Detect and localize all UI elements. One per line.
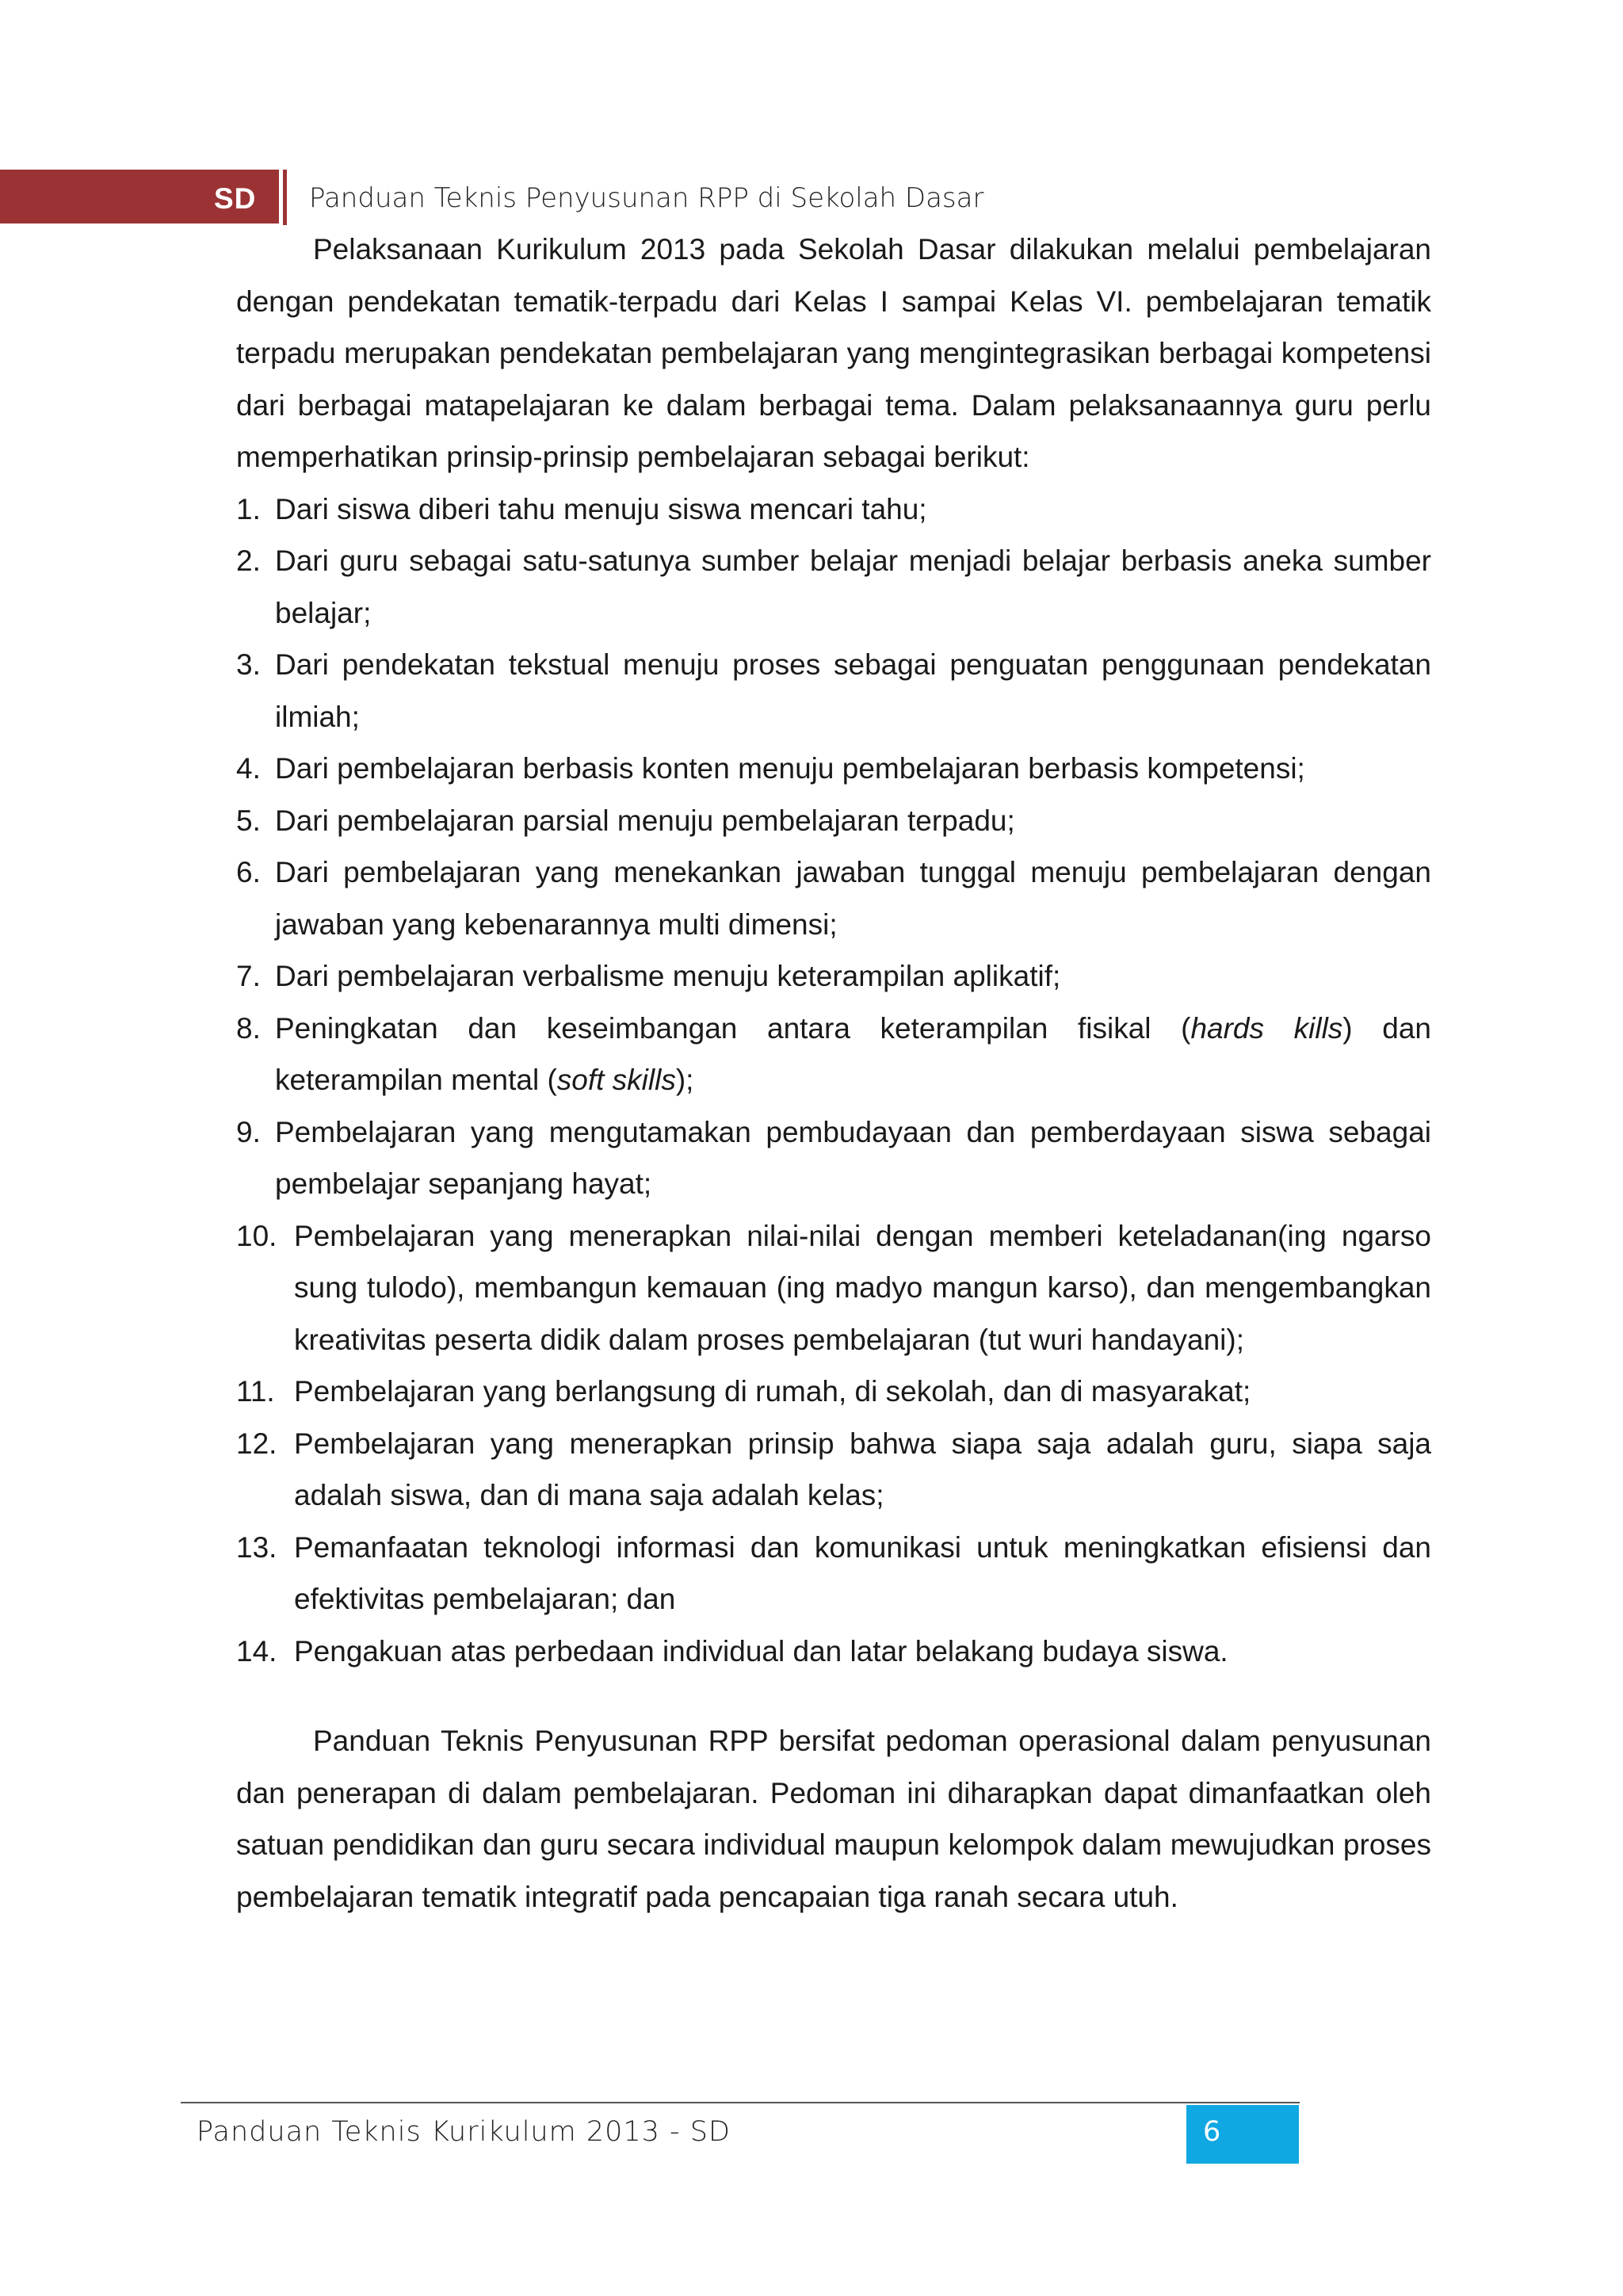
list-text: Dari pendekatan tekstual menuju proses sebagai penguatan penggunaan pendekatan ilmiah; <box>275 648 1431 733</box>
header-title: Panduan Teknis Penyusunan RPP di Sekolah Dasar <box>309 182 984 214</box>
list-item <box>236 639 1431 743</box>
list-item <box>236 1106 1431 1210</box>
list-text: Dari pembelajaran yang menekankan jawaban tunggal menuju pembelajaran dengan jawaban yang kebenarannya multi dimensi; <box>275 856 1431 941</box>
list-item <box>236 1003 1431 1106</box>
list-item <box>236 1626 1431 1678</box>
list-text: Dari pembelajaran parsial menuju pembelajaran terpadu; <box>275 804 1015 837</box>
list-item <box>236 1522 1431 1626</box>
list-text: Dari pembelajaran berbasis konten menuju pembelajaran berbasis kompetensi; <box>275 752 1305 785</box>
list-text-pre: Peningkatan dan keseimbangan antara keterampilan fisikal ( <box>275 1011 1191 1045</box>
list-item <box>236 535 1431 639</box>
list-text: Pembelajaran yang berlangsung di rumah, di sekolah, dan di masyarakat; <box>294 1375 1251 1408</box>
list-text: Dari siswa diberi tahu menuju siswa mencari tahu; <box>275 492 927 525</box>
list-number: 8. <box>236 1011 261 1045</box>
list-number: 1. <box>236 492 261 525</box>
page-content <box>236 223 1431 1923</box>
list-number: 12. <box>236 1427 277 1460</box>
header-separator <box>283 170 287 225</box>
list-text-emphasis: hards kills <box>1190 1011 1343 1045</box>
closing-paragraph: Panduan Teknis Penyusunan RPP bersifat pedoman operasional dalam penyusunan dan penerapan di dalam pembelajaran. Pedoman ini diharapkan dapat dimanfaatkan oleh satuan pendidikan dan guru secara individual maupun kelompok dalam mewujudkan proses pembelajaran tematik integratif pada pencapaian tiga ranah secara utuh. <box>236 1725 1431 1913</box>
principles-list <box>236 483 1431 1678</box>
list-item <box>236 846 1431 950</box>
list-text: Pembelajaran yang menerapkan prinsip bahwa siapa saja adalah guru, siapa saja adalah siswa, dan di mana saja adalah kelas; <box>294 1427 1431 1511</box>
list-number: 10. <box>236 1219 277 1252</box>
list-text: Dari pembelajaran verbalisme menuju keterampilan aplikatif; <box>275 960 1061 992</box>
paragraph-gap <box>236 1677 1431 1715</box>
list-text: Dari guru sebagai satu-satunya sumber belajar menjadi belajar berbasis aneka sumber belajar; <box>275 544 1431 629</box>
list-text: Pengakuan atas perbedaan individual dan latar belakang budaya siswa. <box>294 1634 1228 1668</box>
footer-rule <box>181 2102 1300 2103</box>
list-number: 2. <box>236 544 261 577</box>
list-item <box>236 1366 1431 1418</box>
list-text: Pembelajaran yang mengutamakan pembudayaan dan pemberdayaan siswa sebagai pembelajar sepanjang hayat; <box>275 1115 1431 1200</box>
list-item <box>236 795 1431 847</box>
list-number: 14. <box>236 1634 277 1668</box>
footer-title: Panduan Teknis Kurikulum 2013 - SD <box>197 2116 731 2148</box>
list-text-mid: ) dan keterampilan mental ( <box>275 1011 1431 1096</box>
list-text: Pemanfaatan teknologi informasi dan komunikasi untuk meningkatkan efisiensi dan efektivitas pembelajaran; dan <box>294 1530 1431 1615</box>
list-item <box>236 950 1431 1003</box>
list-item <box>236 1418 1431 1522</box>
list-number: 5. <box>236 804 261 837</box>
list-item <box>236 1210 1431 1366</box>
list-number: 3. <box>236 648 261 681</box>
list-text-post: ); <box>675 1064 694 1096</box>
list-number: 4. <box>236 752 261 785</box>
list-number: 9. <box>236 1115 261 1148</box>
list-item <box>236 483 1431 536</box>
page-number: 6 <box>1203 2116 1221 2148</box>
intro-paragraph: Pelaksanaan Kurikulum 2013 pada Sekolah Dasar dilakukan melalui pembelajaran dengan pendekatan tematik-terpadu dari Kelas I sampai Kelas VI. pembelajaran tematik terpadu merupakan pendekatan pembelajaran yang mengintegrasikan berbagai kompetensi dari berbagai matapelajaran ke dalam berbagai tema. Dalam pelaksanaannya guru perlu memperhatikan prinsip-prinsip pembelajaran sebagai berikut: <box>236 233 1431 473</box>
list-text: Pembelajaran yang menerapkan nilai-nilai dengan memberi keteladanan(ing ngarso sung tulodo), membangun kemauan (ing madyo mangun karso), dan mengembangkan kreativitas peserta didik dalam proses pembelajaran (tut wuri handayani); <box>294 1219 1431 1356</box>
list-text-emphasis: soft skills <box>556 1064 676 1096</box>
list-number: 11. <box>236 1375 275 1408</box>
list-number: 13. <box>236 1530 277 1564</box>
list-number: 6. <box>236 856 261 888</box>
list-item <box>236 743 1431 795</box>
header-badge: SD <box>214 182 257 215</box>
list-number: 7. <box>236 960 261 992</box>
